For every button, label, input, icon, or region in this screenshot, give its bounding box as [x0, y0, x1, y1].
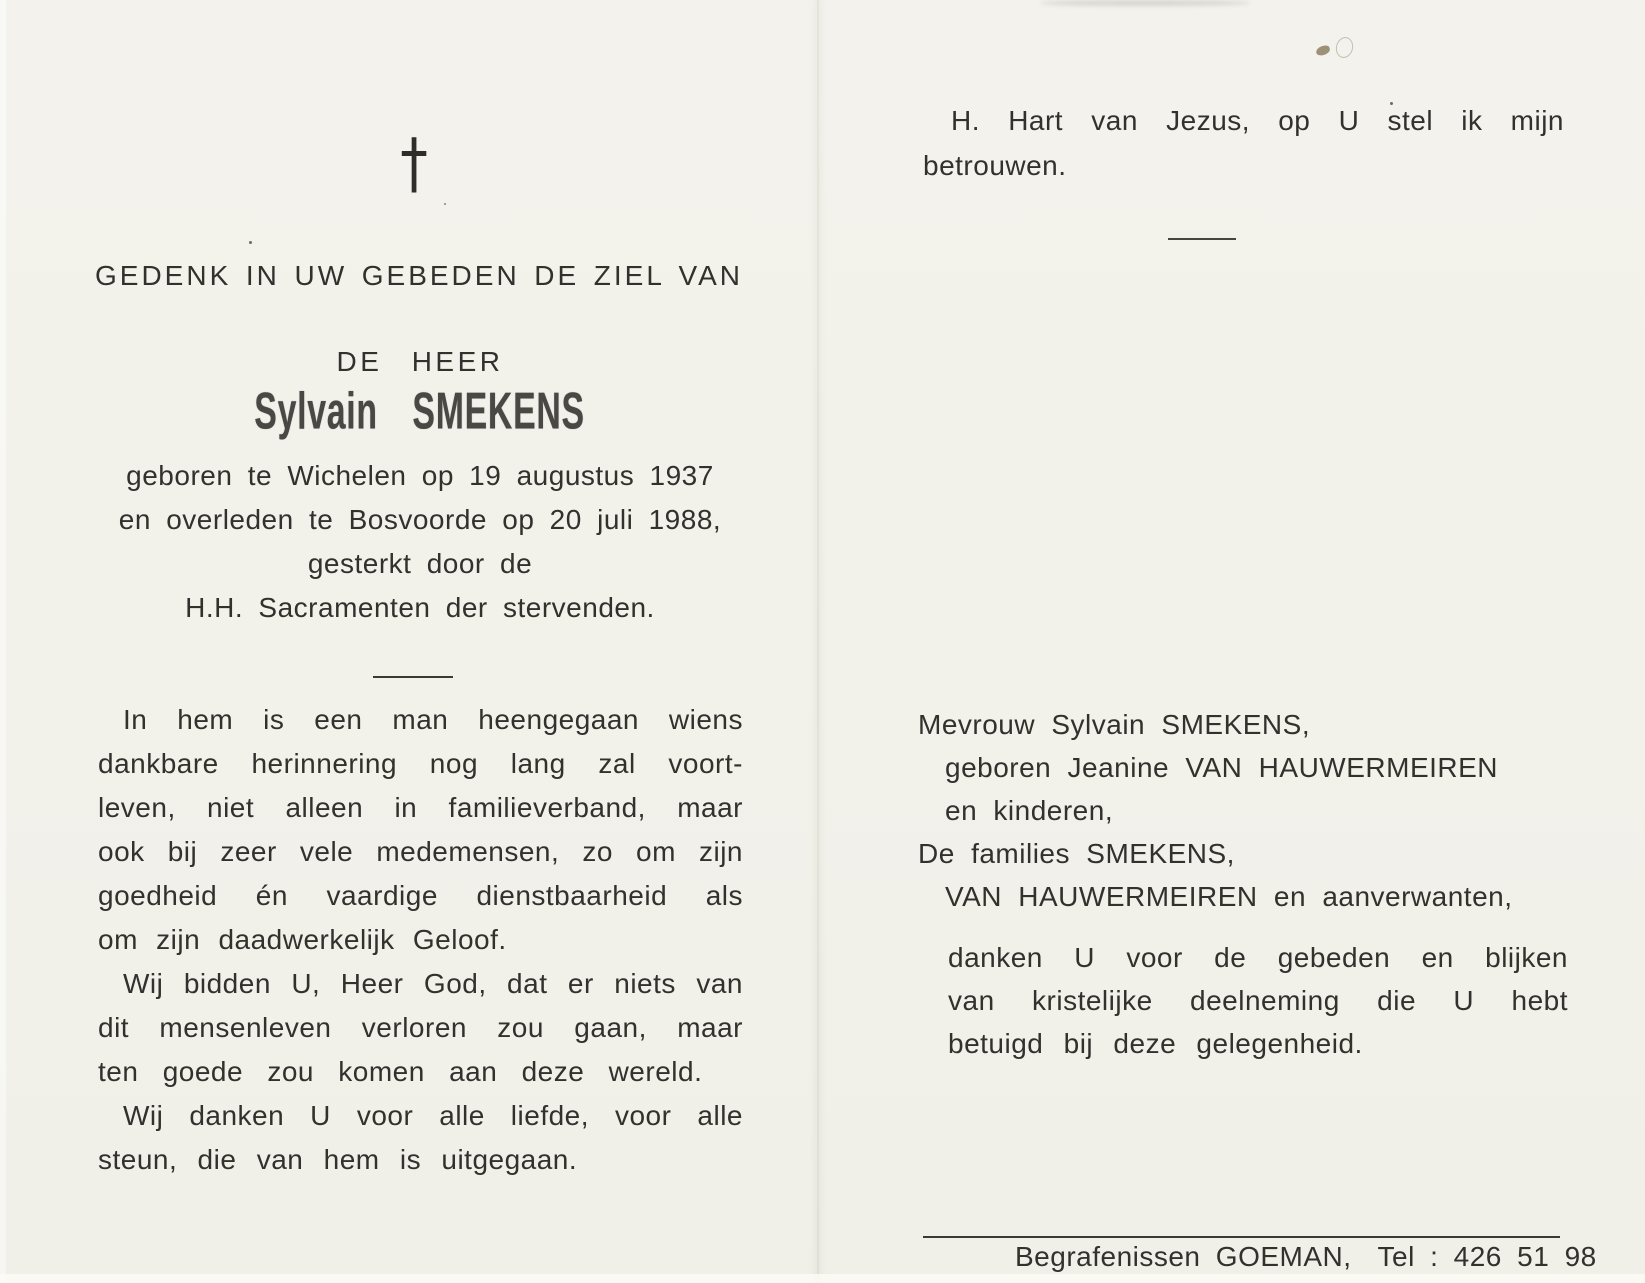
scan-speck: [444, 203, 446, 205]
paragraph-line: dit mensenleven verloren zou gaan, maar: [98, 1012, 743, 1043]
family-line: De families SMEKENS,: [918, 838, 1235, 869]
thanks-line: van kristelijke deelneming die U hebt: [948, 985, 1568, 1016]
left-divider: [373, 676, 453, 678]
memorial-text: [98, 698, 743, 1182]
paragraph-line: ook bij zeer vele medemensen, zo om zijn: [98, 836, 743, 867]
birth-line: geboren te Wichelen op 19 augustus 1937: [126, 460, 714, 491]
paragraph-line: ten goede zou komen aan deze wereld.: [98, 1056, 703, 1087]
thanks-block: [948, 936, 1568, 1065]
deceased-name: Sylvain SMEKENS: [254, 381, 586, 440]
fold-line: [817, 0, 819, 1283]
paragraph-line: In hem is een man heengegaan wiens: [123, 704, 743, 735]
thanks-line: danken U voor de gebeden en blijken: [948, 942, 1568, 973]
right-page: [820, 0, 1645, 1283]
paragraph-line: om zijn daadwerkelijk Geloof.: [98, 924, 507, 955]
strengthened-line: gesterkt door de: [307, 548, 533, 579]
undertaker-name: Begrafenissen GOEMAN,: [1015, 1241, 1352, 1272]
scan-speck: [249, 241, 252, 244]
undertaker-phone: Tel : 426 51 98: [1377, 1241, 1597, 1272]
family-line: geboren Jeanine VAN HAUWERMEIREN: [945, 752, 1499, 783]
death-line: en overleden te Bosvoorde op 20 juli 1988,: [118, 504, 722, 535]
family-line: Mevrouw Sylvain SMEKENS,: [918, 709, 1311, 740]
cross-icon: †: [400, 124, 428, 203]
family-line: en kinderen,: [945, 795, 1114, 826]
undertaker-footer: [1015, 1241, 1597, 1273]
scan-edge: [0, 0, 6, 1283]
paragraph-line: Wij danken U voor alle liefde, voor alle: [123, 1100, 743, 1131]
paragraph-line: dankbare herinnering nog lang zal voort-: [98, 748, 743, 779]
paragraph-line: steun, die van hem is uitgegaan.: [98, 1144, 578, 1175]
footer-rule: [923, 1236, 1560, 1238]
scan-speck: [1390, 102, 1393, 105]
prayer-line: H. Hart van Jezus, op U stel ik mijn: [951, 105, 1564, 136]
vitals-block: [98, 454, 742, 630]
left-page: [0, 0, 820, 1283]
family-block: [918, 703, 1538, 918]
prayer-block: [923, 98, 1564, 188]
sacraments-line: H.H. Sacramenten der stervenden.: [185, 592, 655, 623]
title-prefix: DE HEER: [336, 346, 504, 377]
right-divider: [1168, 238, 1236, 240]
scan-edge: [0, 1274, 1645, 1283]
paragraph-line: Wij bidden U, Heer God, dat er niets van: [123, 968, 743, 999]
deceased-name-wrap: [98, 380, 742, 440]
memorial-header: GEDENK IN UW GEBEDEN DE ZIEL VAN: [95, 260, 743, 291]
paragraph-line: leven, niet alleen in familieverband, maar: [98, 792, 743, 823]
family-line: VAN HAUWERMEIREN en aanverwanten,: [945, 881, 1513, 912]
thanks-line: betuigd bij deze gelegenheid.: [948, 1028, 1363, 1059]
prayer-line: betrouwen.: [923, 150, 1067, 181]
paragraph-line: goedheid én vaardige dienstbaarheid als: [98, 880, 743, 911]
scan-smudge: [1040, 0, 1250, 6]
